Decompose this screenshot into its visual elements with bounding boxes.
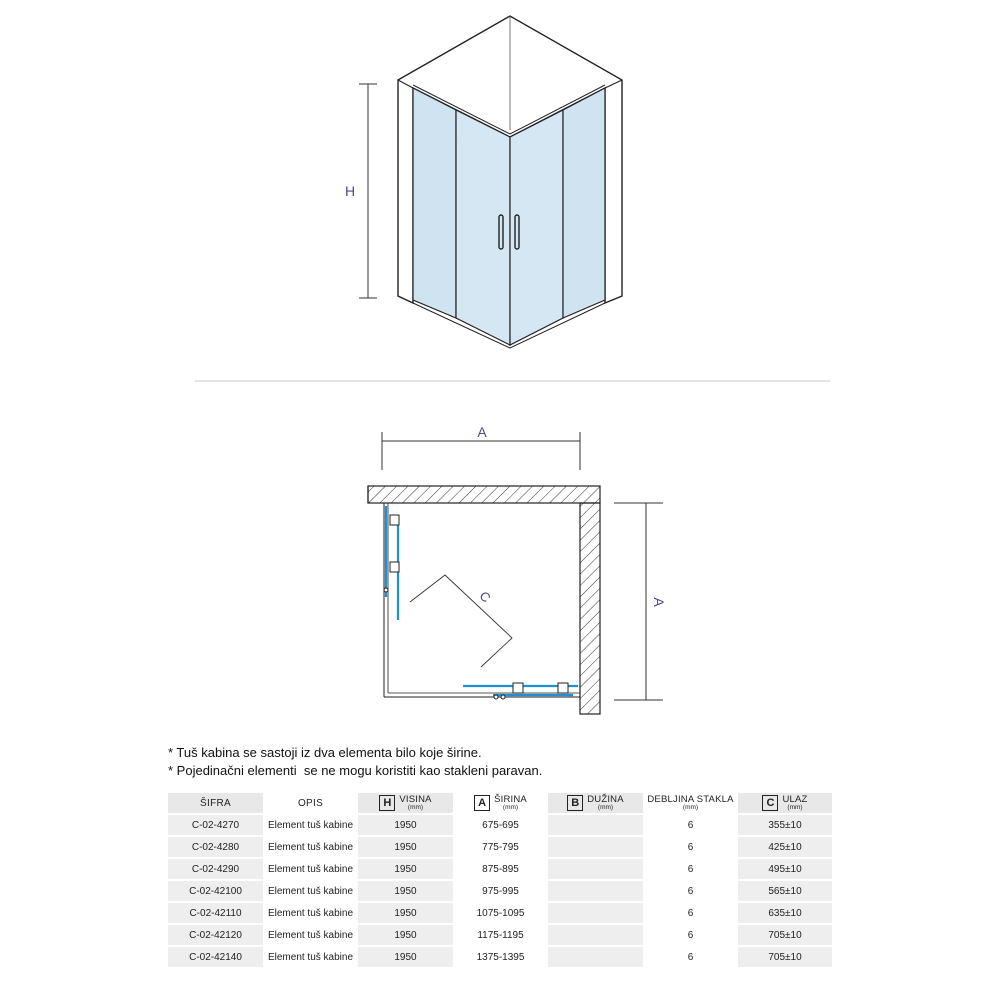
header-opis: OPIS — [263, 793, 358, 813]
cell-sirina: 675-695 — [453, 815, 548, 835]
cell-sirina: 875-895 — [453, 859, 548, 879]
cell-ulaz: 705±10 — [738, 925, 832, 945]
cell-ulaz: 635±10 — [738, 903, 832, 923]
cell-debljina: 6 — [643, 815, 738, 835]
cell-duzina — [548, 903, 643, 923]
header-debljina: DEBLJINA STAKLA (mm) — [643, 793, 738, 813]
cell-debljina: 6 — [643, 925, 738, 945]
note-line-1: * Tuš kabina se sastoji iz dva elementa bilo koje širine. — [168, 745, 482, 760]
cell-visina: 1950 — [358, 947, 453, 967]
cell-ulaz: 565±10 — [738, 881, 832, 901]
cell-debljina: 6 — [643, 903, 738, 923]
cell-sifra: C-02-42140 — [168, 947, 263, 967]
cell-opis: Element tuš kabine — [263, 925, 358, 945]
cell-visina: 1950 — [358, 859, 453, 879]
cell-sirina: 1375-1395 — [453, 947, 548, 967]
cell-sifra: C-02-42120 — [168, 925, 263, 945]
table-row — [168, 837, 832, 857]
plan-view — [368, 424, 667, 714]
cell-sifra: C-02-4290 — [168, 859, 263, 879]
cell-visina: 1950 — [358, 837, 453, 857]
cell-ulaz: 355±10 — [738, 815, 832, 835]
cell-sirina: 1175-1195 — [453, 925, 548, 945]
cell-opis: Element tuš kabine — [263, 947, 358, 967]
c-icon: C — [762, 795, 778, 811]
cell-ulaz: 705±10 — [738, 947, 832, 967]
cell-duzina — [548, 815, 643, 835]
header-sirina: A ŠIRINA (mm) — [453, 793, 548, 813]
cell-visina: 1950 — [358, 903, 453, 923]
cell-ulaz: 495±10 — [738, 859, 832, 879]
cell-duzina — [548, 925, 643, 945]
cell-opis: Element tuš kabine — [263, 837, 358, 857]
cell-duzina — [548, 881, 643, 901]
cell-sifra: C-02-42100 — [168, 881, 263, 901]
cell-debljina: 6 — [643, 859, 738, 879]
cell-sirina: 775-795 — [453, 837, 548, 857]
header-sifra: ŠIFRA — [168, 793, 263, 813]
spec-table — [168, 791, 832, 969]
cell-visina: 1950 — [358, 925, 453, 945]
cell-ulaz: 425±10 — [738, 837, 832, 857]
cell-duzina — [548, 837, 643, 857]
cell-sifra: C-02-4280 — [168, 837, 263, 857]
cell-sifra: C-02-4270 — [168, 815, 263, 835]
cell-debljina: 6 — [643, 881, 738, 901]
cell-sirina: 1075-1095 — [453, 903, 548, 923]
table-row — [168, 815, 832, 835]
cell-debljina: 6 — [643, 837, 738, 857]
header-duzina: B DUŽINA (mm) — [548, 793, 643, 813]
table-header-row — [168, 793, 832, 813]
cell-visina: 1950 — [358, 881, 453, 901]
header-ulaz: C ULAZ (mm) — [738, 793, 832, 813]
elevation-view — [345, 16, 622, 348]
b-icon: B — [567, 795, 583, 811]
cell-duzina — [548, 859, 643, 879]
entry-label: C — [476, 588, 494, 606]
note-line-2: * Pojedinačni elementi se ne mogu koristiti kao stakleni paravan. — [168, 763, 543, 778]
cell-debljina: 6 — [643, 947, 738, 967]
height-label: H — [344, 183, 356, 199]
a-icon: A — [474, 795, 490, 811]
cell-sifra: C-02-42110 — [168, 903, 263, 923]
cell-visina: 1950 — [358, 815, 453, 835]
header-visina: H VISINA (mm) — [358, 793, 453, 813]
table-row — [168, 859, 832, 879]
cell-opis: Element tuš kabine — [263, 815, 358, 835]
cell-sirina: 975-995 — [453, 881, 548, 901]
table-row — [168, 903, 832, 923]
cell-opis: Element tuš kabine — [263, 903, 358, 923]
table-row — [168, 881, 832, 901]
depth-label: A — [651, 597, 667, 607]
table-row — [168, 947, 832, 967]
cell-opis: Element tuš kabine — [263, 859, 358, 879]
width-label: A — [477, 424, 487, 440]
table-row — [168, 925, 832, 945]
cell-opis: Element tuš kabine — [263, 881, 358, 901]
h-icon: H — [379, 795, 395, 811]
cell-duzina — [548, 947, 643, 967]
